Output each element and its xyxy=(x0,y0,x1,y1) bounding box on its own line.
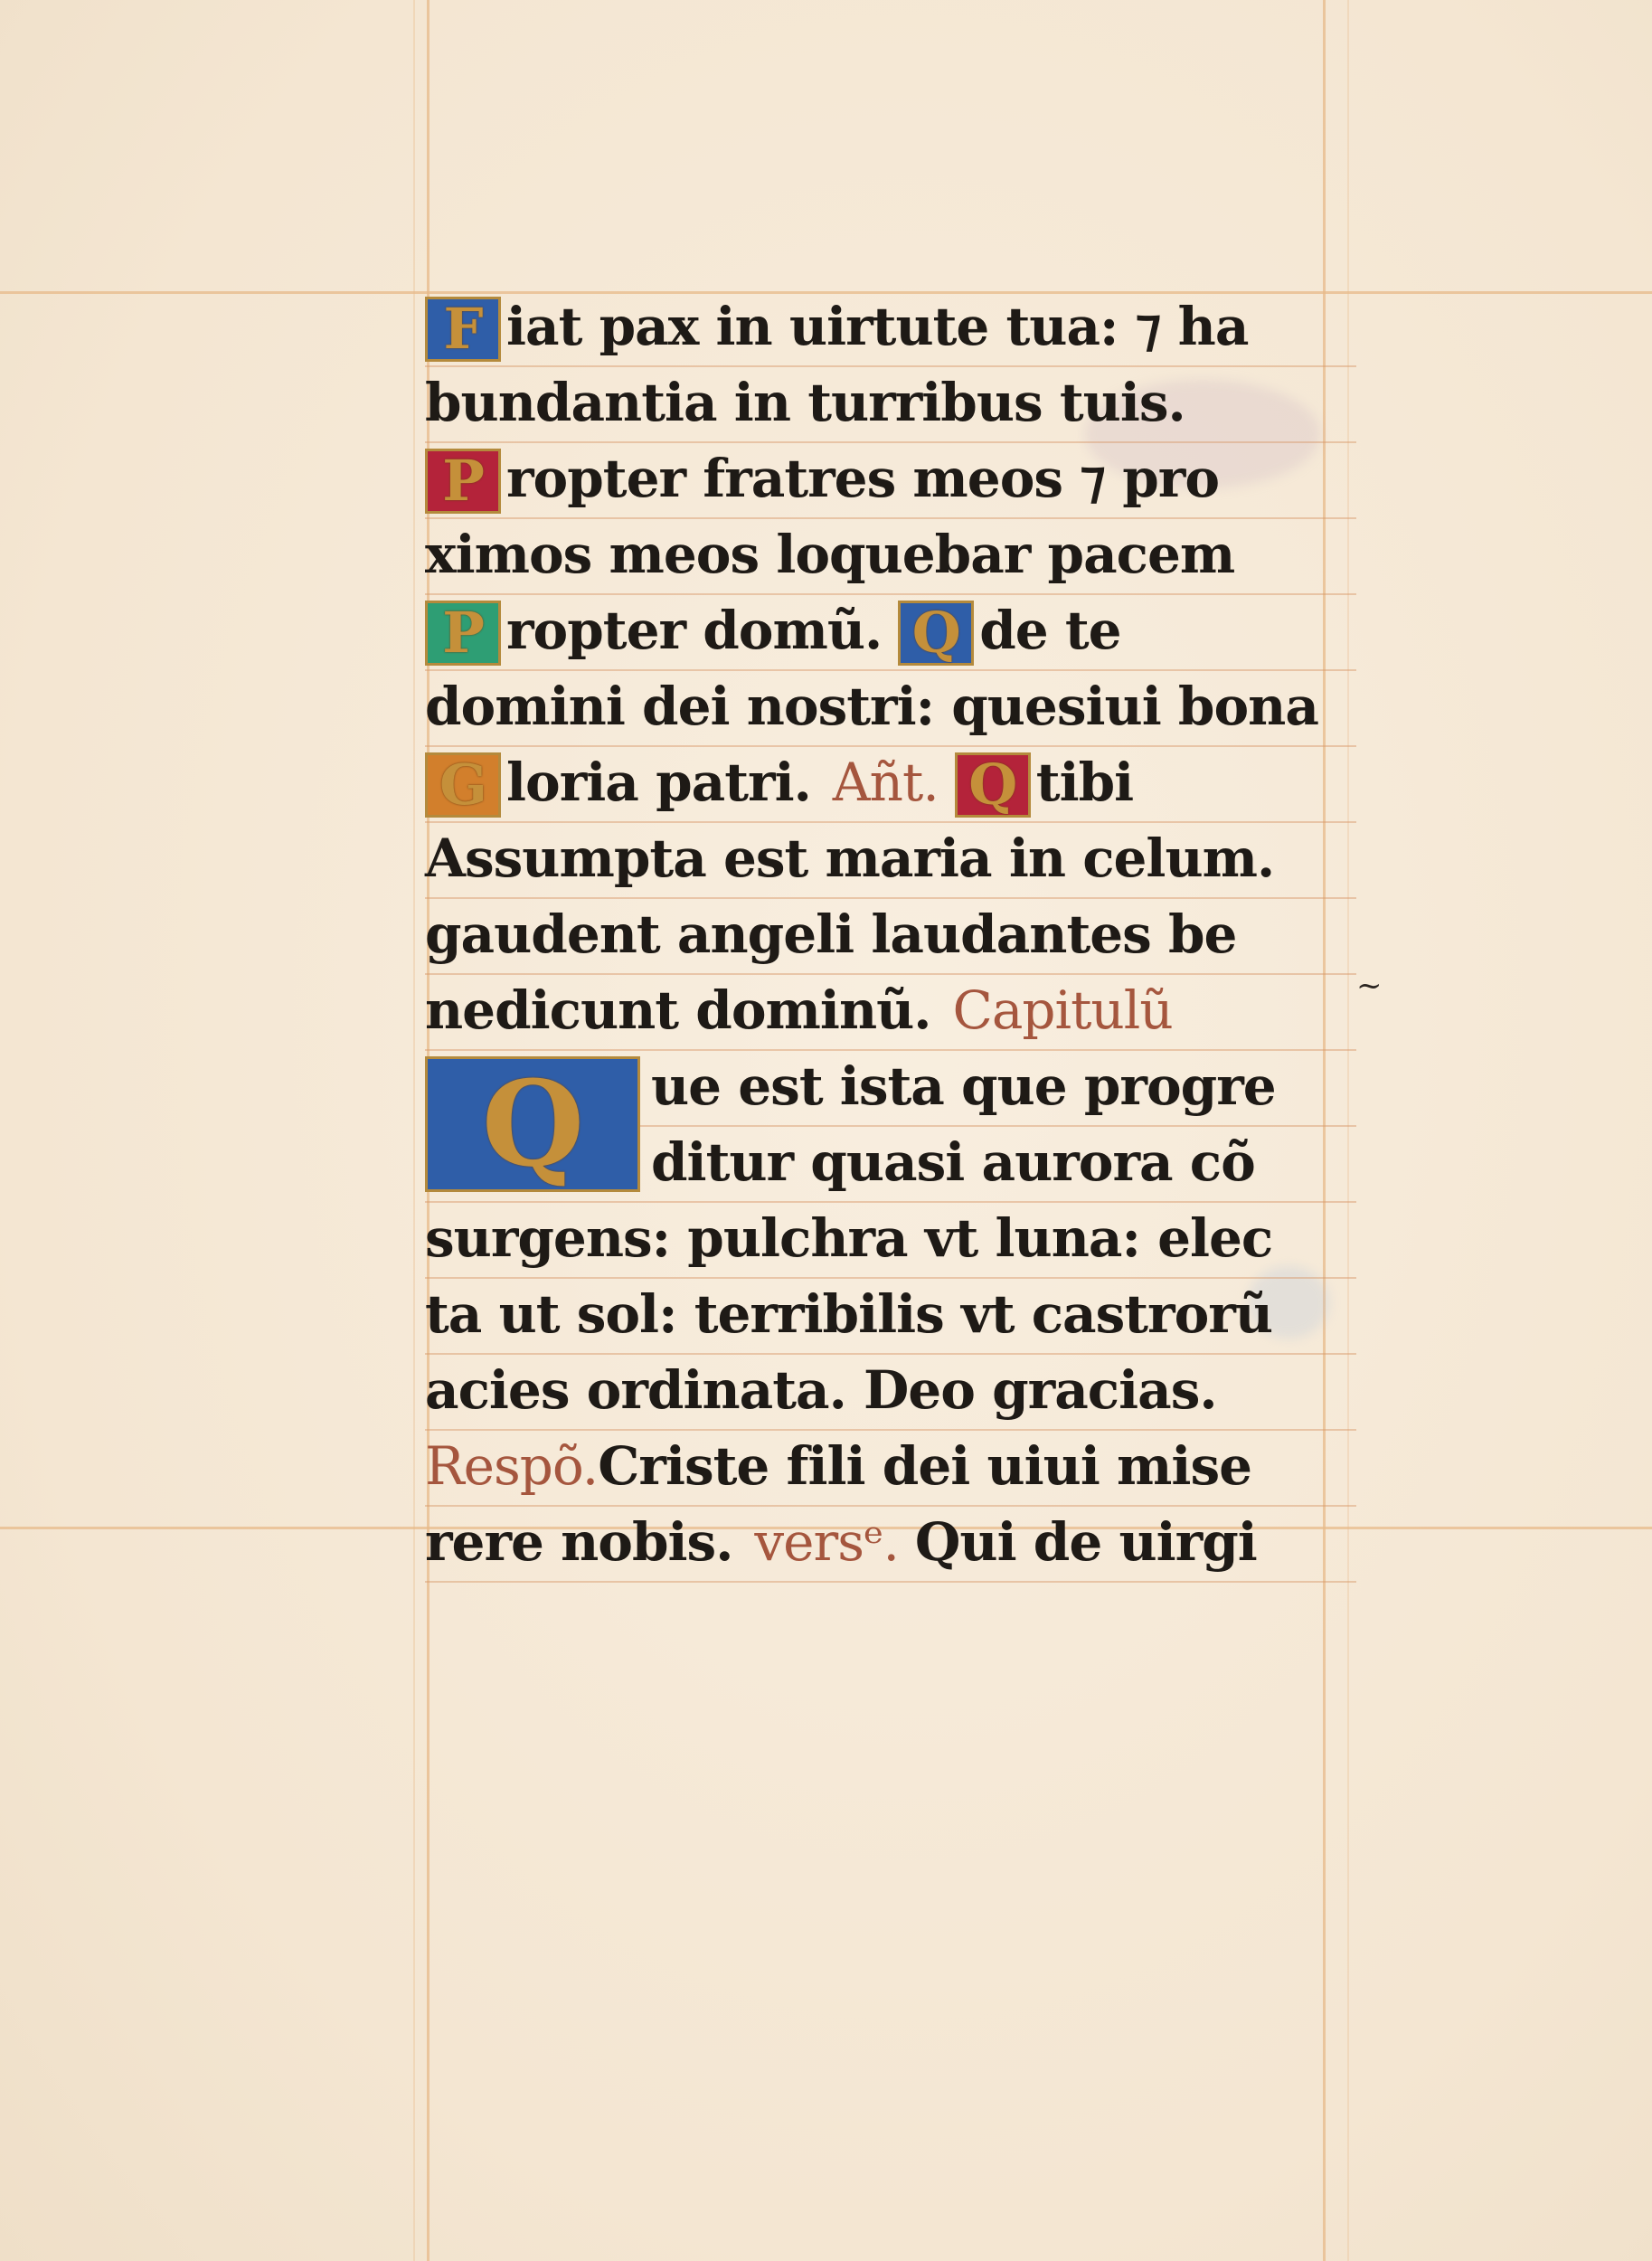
illuminated-initial: Q xyxy=(898,601,974,666)
text-line xyxy=(425,595,1356,671)
illuminated-initial: Q xyxy=(425,1056,640,1192)
text-line xyxy=(425,1507,1356,1583)
text-line xyxy=(425,671,1356,747)
text-line xyxy=(425,443,1356,519)
text-line xyxy=(425,1127,1356,1203)
text-line xyxy=(425,1431,1356,1507)
rubric-text: Respõ. xyxy=(425,1435,599,1497)
text-line xyxy=(425,975,1356,1051)
illuminated-initial: Q xyxy=(955,752,1031,818)
text-line xyxy=(425,1279,1356,1355)
text-line xyxy=(425,823,1356,899)
text-line xyxy=(425,1355,1356,1431)
line-text: Qui de uirgi xyxy=(914,1511,1257,1573)
text-line xyxy=(425,367,1356,443)
line-text: Criste fili dei uiui mise xyxy=(598,1435,1252,1497)
text-line xyxy=(425,1203,1356,1279)
line-text: bundantia in turribus tuis. xyxy=(425,372,1185,433)
illuminated-initial: P xyxy=(425,601,501,666)
line-text: iat pax in uirtute tua: ⁊ ha xyxy=(506,296,1249,357)
line-text: domini dei nostri: quesiui bona xyxy=(425,676,1318,737)
text-block xyxy=(425,291,1356,1583)
illuminated-initial: G xyxy=(425,752,501,818)
line-text: ropter domũ. xyxy=(506,600,883,661)
line-text: ta ut sol: terribilis vt castrorũ xyxy=(425,1283,1273,1345)
line-text: ropter fratres meos ⁊ pro xyxy=(506,448,1220,509)
line-text: de te xyxy=(979,600,1121,661)
ruling-line xyxy=(413,0,415,2261)
line-text: ditur quasi aurora cõ xyxy=(651,1131,1255,1193)
line-text: Assumpta est maria in celum. xyxy=(425,828,1275,889)
text-line xyxy=(425,291,1356,367)
line-text: acies ordinata. Deo gracias. xyxy=(425,1359,1217,1421)
illuminated-initial: P xyxy=(425,449,501,514)
illuminated-initial: F xyxy=(425,297,501,362)
text-line xyxy=(425,899,1356,975)
text-line xyxy=(425,519,1356,595)
line-text: surgens: pulchra vt luna: elec xyxy=(425,1207,1273,1269)
text-line xyxy=(425,747,1356,823)
rubric-text: Añt. xyxy=(832,752,939,813)
line-text: ue est ista que progre xyxy=(651,1055,1276,1117)
line-text: ximos meos loquebar pacem xyxy=(425,524,1235,585)
line-text: nedicunt dominũ. xyxy=(425,979,931,1041)
line-text: tibi xyxy=(1035,752,1134,813)
line-text: loria patri. xyxy=(506,752,811,813)
rubric-text: Capitulũ xyxy=(952,979,1173,1041)
rubric-text: versᵉ. xyxy=(754,1511,899,1573)
line-text: rere nobis. xyxy=(425,1511,733,1573)
marginal-mark: ~ xyxy=(1356,968,1383,1004)
line-text: gaudent angeli laudantes be xyxy=(425,903,1237,965)
